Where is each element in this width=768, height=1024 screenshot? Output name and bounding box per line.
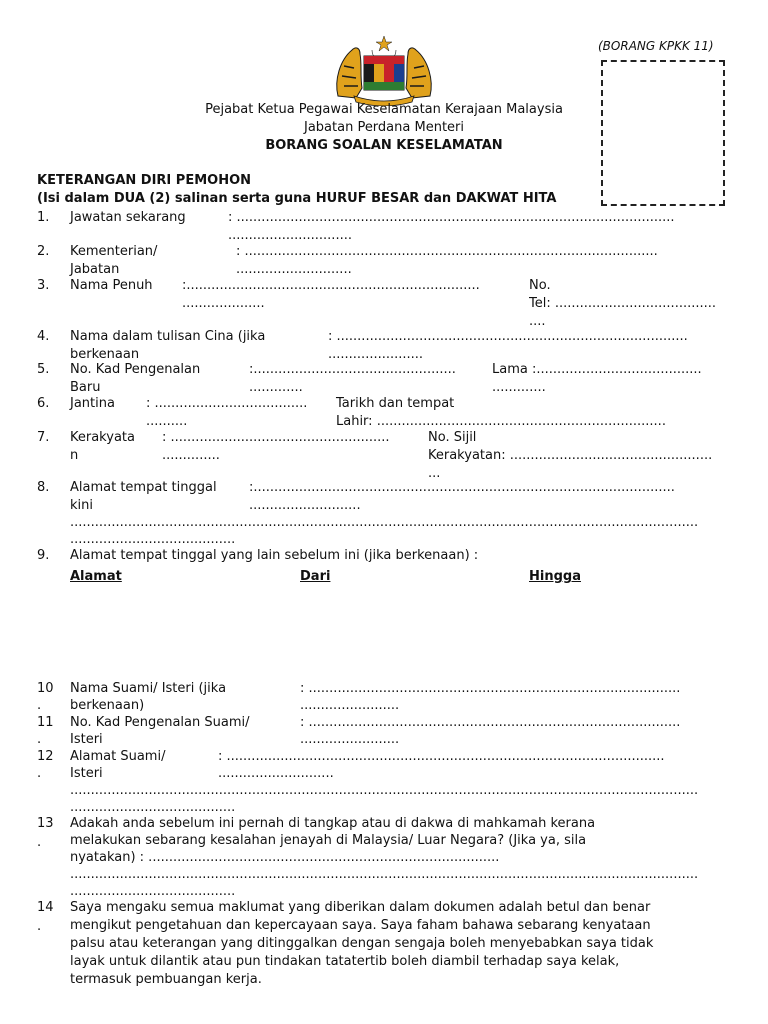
field-spouse-address[interactable]: : .......................................................................................................... — [218, 749, 665, 764]
label-current-address-cont: kini — [70, 498, 93, 513]
item-number-dot: . — [37, 732, 42, 747]
field-spouse-address-cont[interactable]: ............................ — [218, 766, 334, 781]
declaration-line: layak untuk dilantik atau pun tindakan tatatertib boleh diambil terhadap saya kelak, — [70, 954, 620, 969]
label-new-ic: No. Kad Pengenalan — [70, 362, 201, 377]
label-spouse-address-cont: Isteri — [70, 766, 103, 781]
field-full-name-cont[interactable]: .................... — [182, 296, 265, 311]
label-current-position: Jawatan sekarang — [70, 210, 186, 225]
label-chinese-name-cont: berkenaan — [70, 347, 140, 362]
field-spouse-ic[interactable]: : .......................................................................................... — [300, 715, 681, 730]
item-number: 3. — [37, 278, 50, 293]
item-number: 5. — [37, 362, 50, 377]
item-number-dot: . — [37, 919, 42, 934]
label-phone-no: No. — [529, 278, 551, 293]
label-citizenship-cont: n — [70, 448, 79, 463]
field-criminal-record-line3[interactable]: ........................................ — [70, 884, 236, 899]
item-number: 14 — [37, 900, 54, 915]
column-header-to: Hingga — [529, 569, 581, 584]
field-ministry-cont[interactable]: ............................ — [236, 262, 352, 277]
item-number: 13 — [37, 816, 54, 831]
label-citizenship-cert: No. Sijil — [428, 430, 477, 445]
field-old-ic-cont[interactable]: ............. — [492, 380, 546, 395]
label-citizenship: Kerakyata — [70, 430, 135, 445]
field-current-position-cont[interactable]: .............................. — [228, 228, 352, 243]
field-citizenship-cert-cont[interactable]: ... — [428, 466, 441, 481]
label-ministry: Kementerian/ — [70, 244, 158, 259]
field-gender-cont[interactable]: .......... — [146, 414, 188, 429]
item-number: 2. — [37, 244, 50, 259]
field-chinese-name[interactable]: : ..................................................................................... — [328, 329, 688, 344]
label-spouse-address: Alamat Suami/ — [70, 749, 166, 764]
label-full-name: Nama Penuh — [70, 278, 153, 293]
field-current-address-line2[interactable]: ........................................................................................................................................................ — [70, 515, 699, 530]
field-criminal-record-line2[interactable]: ........................................................................................................................................................ — [70, 867, 699, 882]
office-name: Pejabat Ketua Pegawai Keselamatan Kerajaan Malaysia — [205, 102, 563, 117]
item-number: 7. — [37, 430, 50, 445]
field-citizenship-cert[interactable]: Kerakyatan: ................................................. — [428, 448, 713, 463]
field-full-name[interactable]: :....................................................................... — [182, 278, 480, 293]
field-old-ic[interactable]: Lama :........................................ — [492, 362, 702, 377]
label-new-ic-cont: Baru — [70, 380, 101, 395]
label-department: Jabatan — [70, 262, 120, 277]
item-number: 4. — [37, 329, 50, 344]
field-phone-cont[interactable]: .... — [529, 314, 546, 329]
label-spouse-name-cont: berkenaan) — [70, 698, 145, 713]
field-gender[interactable]: : ..................................... — [146, 396, 308, 411]
item-number-dot: . — [37, 766, 42, 781]
field-phone[interactable]: Tel: ....................................... — [529, 296, 717, 311]
item-number: 12 — [37, 749, 54, 764]
field-current-position[interactable]: : .......................................................................................................... — [228, 210, 675, 225]
field-spouse-name-cont[interactable]: ........................ — [300, 698, 400, 713]
label-spouse-ic: No. Kad Pengenalan Suami/ — [70, 715, 250, 730]
form-title: BORANG SOALAN KESELAMATAN — [265, 138, 503, 153]
item-number-dot: . — [37, 698, 42, 713]
field-spouse-ic-cont[interactable]: ........................ — [300, 732, 400, 747]
label-chinese-name: Nama dalam tulisan Cina (jika — [70, 329, 266, 344]
field-citizenship[interactable]: : ..................................................... — [162, 430, 390, 445]
field-current-address-line3[interactable]: ........................................ — [70, 532, 236, 547]
item-number: 1. — [37, 210, 50, 225]
label-current-address: Alamat tempat tinggal — [70, 480, 217, 495]
item-number: 10 — [37, 681, 54, 696]
item-number: 9. — [37, 548, 50, 563]
field-new-ic[interactable]: :................................................. — [249, 362, 456, 377]
field-ministry[interactable]: : .................................................................................................... — [236, 244, 658, 259]
question-criminal-record: Adakah anda sebelum ini pernah di tangkap atau di dakwa di mahkamah kerana — [70, 816, 596, 831]
field-chinese-name-cont[interactable]: ....................... — [328, 347, 424, 362]
field-citizenship-cont[interactable]: .............. — [162, 448, 220, 463]
label-spouse-name: Nama Suami/ Isteri (jika — [70, 681, 227, 696]
form-code: (BORANG KPKK 11) — [598, 39, 714, 53]
declaration-line: termasuk pembuangan kerja. — [70, 972, 262, 987]
label-previous-addresses: Alamat tempat tinggal yang lain sebelum ini (jika berkenaan) : — [70, 548, 479, 563]
coat-of-arms-crest — [332, 36, 436, 106]
field-new-ic-cont[interactable]: ............. — [249, 380, 303, 395]
item-number: 11 — [37, 715, 54, 730]
label-gender: Jantina — [70, 396, 115, 411]
declaration-line: mengikut pengetahuan dan kepercayaan saya. Saya faham bahawa sebarang kenyataan — [70, 918, 651, 933]
field-spouse-name[interactable]: : .......................................................................................... — [300, 681, 681, 696]
field-spouse-address-line3[interactable]: ........................................ — [70, 800, 236, 815]
column-header-address: Alamat — [70, 569, 122, 584]
column-header-from: Dari — [300, 569, 331, 584]
field-criminal-record[interactable]: nyatakan) : ..................................................................................... — [70, 850, 500, 865]
field-birth-date-place[interactable]: Lahir: ...................................................................... — [336, 414, 666, 429]
department-name: Jabatan Perdana Menteri — [303, 120, 464, 135]
field-current-address-cont[interactable]: ........................... — [249, 498, 361, 513]
field-current-address[interactable]: :...................................................................................................... — [249, 480, 675, 495]
item-number: 6. — [37, 396, 50, 411]
declaration-line: Saya mengaku semua maklumat yang diberikan dalam dokumen adalah betul dan benar — [70, 900, 651, 915]
label-spouse-ic-cont: Isteri — [70, 732, 103, 747]
field-spouse-address-line2[interactable]: ........................................................................................................................................................ — [70, 783, 699, 798]
item-number: 8. — [37, 480, 50, 495]
section-heading: KETERANGAN DIRI PEMOHON — [37, 173, 251, 188]
section-instruction: (Isi dalam DUA (2) salinan serta guna HURUF BESAR dan DAKWAT HITA — [37, 191, 557, 206]
declaration-line: palsu atau keterangan yang ditinggalkan dengan sengaja boleh menyebabkan saya tidak — [70, 936, 654, 951]
item-number-dot: . — [37, 835, 42, 850]
label-birth-date-place: Tarikh dan tempat — [336, 396, 455, 411]
question-criminal-record-cont: melakukan sebarang kesalahan jenayah di Malaysia/ Luar Negara? (Jika ya, sila — [70, 833, 587, 848]
